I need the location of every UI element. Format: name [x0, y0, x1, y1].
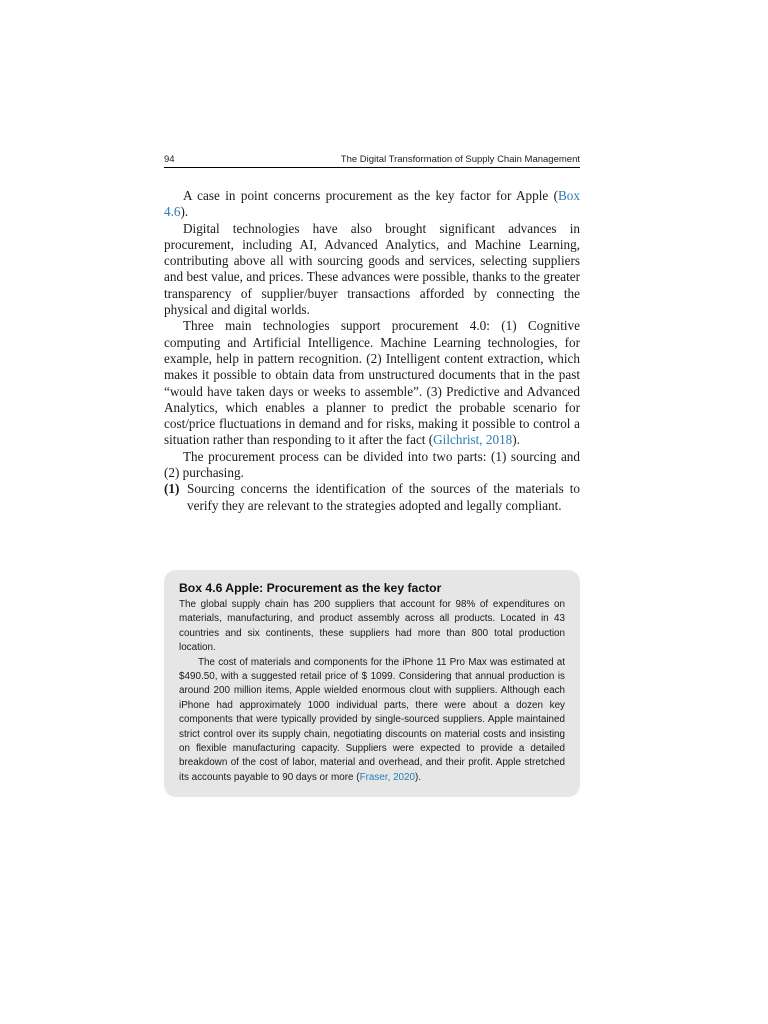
- paragraph-3: [164, 318, 580, 448]
- gilchrist-citation-link[interactable]: Gilchrist, 2018: [433, 432, 513, 448]
- body-text: [164, 188, 580, 514]
- box-4-6-link[interactable]: Box 4.6: [164, 188, 580, 220]
- list-number: (1): [164, 481, 180, 497]
- box-text: [179, 598, 565, 785]
- paragraph-2: Digital technologies have also brought significant advances in procurement, including AI, Advanced Analytics, and Machine Learning, contributing above all with sourcing goods and services, selecting suppliers and best value, and prices. These advances were possible, thanks to the greater transparency of supplier/buyer transactions afforded by connecting the physical and digital worlds.: [164, 220, 580, 318]
- page-number: 94: [164, 154, 175, 165]
- fraser-citation-link[interactable]: Fraser, 2020: [359, 771, 416, 783]
- running-title: The Digital Transformation of Supply Chain Management: [340, 154, 580, 165]
- paragraph-4: The procurement process can be divided into two parts: (1) sourcing and (2) purchasing.: [164, 448, 580, 481]
- box-paragraph-1: The global supply chain has 200 suppliers that account for 98% of expenditures on materials, manufacturing, and product assembly across all products. Located in 43 countries and six continents, these suppliers had more than 800 total production location.: [179, 599, 565, 654]
- list-text: Sourcing concerns the identification of the sources of the materials to verify they are relevant to the strategies adopted and legally compliant.: [187, 481, 580, 513]
- list-item: [164, 481, 580, 514]
- paragraph-3-text: Three main technologies support procurement 4.0: (1) Cognitive computing and Artificial Intelligence. Machine Learning technologies, for example, help in pattern recognition. (2) Intelligent content extraction, which makes it possible to obtain data from unstructured documents that in the past “would have taken days or weeks to assemble”. (3) Predictive and Advanced Analytics, which enables a planner to predict the probable scenario for cost/price fluctuations in demand and for risks, making it possible to control a situation rather than responding to it after the fact (: [164, 318, 580, 448]
- paragraph-1-text: A case in point concerns procurement as the key factor for Apple (: [183, 188, 559, 203]
- paragraph-3-end: ).: [512, 432, 520, 448]
- paragraph-1: [164, 188, 580, 221]
- box-paragraph-2: [179, 656, 565, 786]
- box-title: Box 4.6 Apple: Procurement as the key factor: [179, 581, 442, 595]
- page-content: [164, 154, 580, 514]
- box-paragraph-2-end: ).: [415, 771, 422, 783]
- box-paragraph-2-text: The cost of materials and components for the iPhone 11 Pro Max was estimated at $490.50, with a suggested retail price of $ 1099. Considering that annual production is around 200 million items, Apple wielded enormous clout with suppliers. Although each iPhone had approximately 1000 individual parts, there were about a dozen key components that were typically provided by single-sourced suppliers. Apple maintained strict control over its supply chain, negotiating discounts on material costs and insisting on flexible manufacturing capacity. Suppliers were expected to provide a detailed breakdown of the cost of labor, material and overhead, and their profit. Apple stretched its accounts payable to 90 days or more (: [179, 656, 565, 783]
- paragraph-1-end: ).: [180, 204, 189, 220]
- box-4-6: [164, 570, 580, 797]
- running-header: [164, 154, 580, 168]
